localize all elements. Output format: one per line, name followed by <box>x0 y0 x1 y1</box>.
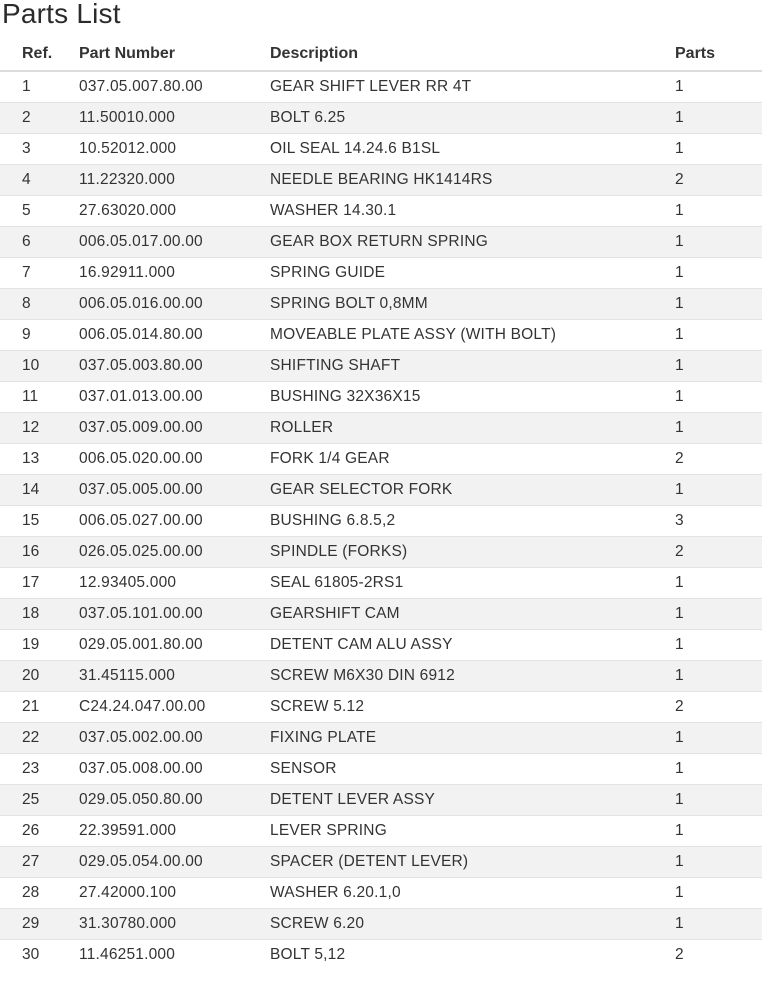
cell-parts: 2 <box>666 691 762 722</box>
cell-part-number: 11.50010.000 <box>70 102 261 133</box>
cell-description: OIL SEAL 14.24.6 B1SL <box>261 133 666 164</box>
cell-description: SPINDLE (FORKS) <box>261 536 666 567</box>
table-row <box>0 412 762 443</box>
cell-description: SPRING BOLT 0,8MM <box>261 288 666 319</box>
table-row <box>0 164 762 195</box>
cell-part-number: 11.22320.000 <box>70 164 261 195</box>
cell-parts: 2 <box>666 536 762 567</box>
cell-parts: 1 <box>666 381 762 412</box>
cell-part-number: 10.52012.000 <box>70 133 261 164</box>
table-row <box>0 629 762 660</box>
cell-description: DETENT LEVER ASSY <box>261 784 666 815</box>
cell-description: BOLT 5,12 <box>261 939 666 970</box>
cell-description: SENSOR <box>261 753 666 784</box>
cell-ref: 2 <box>0 102 70 133</box>
cell-description: DETENT CAM ALU ASSY <box>261 629 666 660</box>
cell-ref: 11 <box>0 381 70 412</box>
cell-ref: 9 <box>0 319 70 350</box>
table-row <box>0 815 762 846</box>
table-row <box>0 257 762 288</box>
cell-parts: 1 <box>666 350 762 381</box>
cell-part-number: 037.05.008.00.00 <box>70 753 261 784</box>
cell-part-number: 037.05.003.80.00 <box>70 350 261 381</box>
cell-part-number: 31.45115.000 <box>70 660 261 691</box>
cell-description: FORK 1/4 GEAR <box>261 443 666 474</box>
table-row <box>0 474 762 505</box>
cell-part-number: 029.05.001.80.00 <box>70 629 261 660</box>
cell-part-number: 037.05.101.00.00 <box>70 598 261 629</box>
table-row <box>0 939 762 970</box>
cell-ref: 29 <box>0 908 70 939</box>
table-row <box>0 753 762 784</box>
table-row <box>0 226 762 257</box>
cell-parts: 1 <box>666 474 762 505</box>
cell-parts: 1 <box>666 660 762 691</box>
cell-ref: 10 <box>0 350 70 381</box>
cell-part-number: 006.05.020.00.00 <box>70 443 261 474</box>
table-row <box>0 195 762 226</box>
cell-part-number: 006.05.017.00.00 <box>70 226 261 257</box>
table-row <box>0 660 762 691</box>
cell-description: BUSHING 6.8.5,2 <box>261 505 666 536</box>
cell-description: GEARSHIFT CAM <box>261 598 666 629</box>
cell-ref: 16 <box>0 536 70 567</box>
cell-ref: 4 <box>0 164 70 195</box>
table-row <box>0 877 762 908</box>
table-row <box>0 443 762 474</box>
column-header-ref: Ref. <box>0 38 70 71</box>
table-row <box>0 505 762 536</box>
cell-part-number: C24.24.047.00.00 <box>70 691 261 722</box>
cell-ref: 27 <box>0 846 70 877</box>
table-row <box>0 133 762 164</box>
cell-description: SPACER (DETENT LEVER) <box>261 846 666 877</box>
cell-ref: 1 <box>0 71 70 102</box>
cell-ref: 30 <box>0 939 70 970</box>
page-title: Parts List <box>2 0 121 29</box>
cell-description: NEEDLE BEARING HK1414RS <box>261 164 666 195</box>
cell-ref: 7 <box>0 257 70 288</box>
cell-description: MOVEABLE PLATE ASSY (WITH BOLT) <box>261 319 666 350</box>
cell-description: SEAL 61805-2RS1 <box>261 567 666 598</box>
cell-parts: 1 <box>666 71 762 102</box>
cell-ref: 19 <box>0 629 70 660</box>
cell-description: FIXING PLATE <box>261 722 666 753</box>
table-row <box>0 722 762 753</box>
cell-ref: 3 <box>0 133 70 164</box>
cell-parts: 1 <box>666 133 762 164</box>
cell-description: ROLLER <box>261 412 666 443</box>
cell-parts: 1 <box>666 815 762 846</box>
cell-parts: 1 <box>666 567 762 598</box>
cell-description: GEAR SHIFT LEVER RR 4T <box>261 71 666 102</box>
cell-part-number: 006.05.016.00.00 <box>70 288 261 319</box>
cell-parts: 1 <box>666 784 762 815</box>
table-row <box>0 846 762 877</box>
table-row <box>0 288 762 319</box>
cell-part-number: 037.01.013.00.00 <box>70 381 261 412</box>
cell-part-number: 31.30780.000 <box>70 908 261 939</box>
cell-part-number: 037.05.005.00.00 <box>70 474 261 505</box>
cell-part-number: 029.05.054.00.00 <box>70 846 261 877</box>
cell-ref: 5 <box>0 195 70 226</box>
cell-ref: 14 <box>0 474 70 505</box>
table-row <box>0 784 762 815</box>
cell-parts: 1 <box>666 908 762 939</box>
cell-parts: 1 <box>666 226 762 257</box>
cell-ref: 26 <box>0 815 70 846</box>
cell-ref: 22 <box>0 722 70 753</box>
cell-part-number: 27.42000.100 <box>70 877 261 908</box>
table-row <box>0 598 762 629</box>
cell-part-number: 12.93405.000 <box>70 567 261 598</box>
table-row <box>0 908 762 939</box>
cell-parts: 1 <box>666 877 762 908</box>
cell-ref: 12 <box>0 412 70 443</box>
cell-parts: 2 <box>666 939 762 970</box>
cell-description: WASHER 14.30.1 <box>261 195 666 226</box>
cell-part-number: 27.63020.000 <box>70 195 261 226</box>
cell-description: LEVER SPRING <box>261 815 666 846</box>
cell-description: GEAR SELECTOR FORK <box>261 474 666 505</box>
cell-part-number: 037.05.002.00.00 <box>70 722 261 753</box>
cell-description: SCREW M6X30 DIN 6912 <box>261 660 666 691</box>
cell-parts: 1 <box>666 629 762 660</box>
cell-part-number: 22.39591.000 <box>70 815 261 846</box>
cell-parts: 1 <box>666 412 762 443</box>
parts-table <box>0 38 762 970</box>
cell-parts: 1 <box>666 288 762 319</box>
table-row <box>0 536 762 567</box>
cell-part-number: 029.05.050.80.00 <box>70 784 261 815</box>
table-header <box>0 38 762 71</box>
column-header-description: Description <box>261 38 666 71</box>
cell-description: SPRING GUIDE <box>261 257 666 288</box>
cell-ref: 23 <box>0 753 70 784</box>
table-row <box>0 567 762 598</box>
cell-parts: 1 <box>666 102 762 133</box>
cell-description: GEAR BOX RETURN SPRING <box>261 226 666 257</box>
cell-description: BUSHING 32X36X15 <box>261 381 666 412</box>
cell-part-number: 11.46251.000 <box>70 939 261 970</box>
cell-part-number: 16.92911.000 <box>70 257 261 288</box>
table-row <box>0 102 762 133</box>
cell-parts: 2 <box>666 164 762 195</box>
table-row <box>0 381 762 412</box>
cell-parts: 3 <box>666 505 762 536</box>
cell-description: SHIFTING SHAFT <box>261 350 666 381</box>
table-row <box>0 319 762 350</box>
header-row <box>0 38 762 71</box>
cell-part-number: 006.05.014.80.00 <box>70 319 261 350</box>
cell-ref: 18 <box>0 598 70 629</box>
cell-ref: 25 <box>0 784 70 815</box>
cell-parts: 2 <box>666 443 762 474</box>
cell-parts: 1 <box>666 195 762 226</box>
cell-parts: 1 <box>666 257 762 288</box>
table-row <box>0 71 762 102</box>
cell-ref: 6 <box>0 226 70 257</box>
cell-ref: 21 <box>0 691 70 722</box>
column-header-parts: Parts <box>666 38 762 71</box>
cell-parts: 1 <box>666 598 762 629</box>
cell-part-number: 026.05.025.00.00 <box>70 536 261 567</box>
cell-parts: 1 <box>666 319 762 350</box>
cell-ref: 8 <box>0 288 70 319</box>
cell-description: SCREW 6.20 <box>261 908 666 939</box>
cell-part-number: 006.05.027.00.00 <box>70 505 261 536</box>
cell-description: BOLT 6.25 <box>261 102 666 133</box>
cell-ref: 15 <box>0 505 70 536</box>
cell-part-number: 037.05.007.80.00 <box>70 71 261 102</box>
cell-part-number: 037.05.009.00.00 <box>70 412 261 443</box>
cell-description: SCREW 5.12 <box>261 691 666 722</box>
cell-ref: 17 <box>0 567 70 598</box>
cell-ref: 28 <box>0 877 70 908</box>
table-body <box>0 71 762 970</box>
cell-ref: 20 <box>0 660 70 691</box>
cell-parts: 1 <box>666 753 762 784</box>
table-row <box>0 350 762 381</box>
cell-parts: 1 <box>666 722 762 753</box>
cell-ref: 13 <box>0 443 70 474</box>
column-header-part-number: Part Number <box>70 38 261 71</box>
table-row <box>0 691 762 722</box>
cell-parts: 1 <box>666 846 762 877</box>
cell-description: WASHER 6.20.1,0 <box>261 877 666 908</box>
